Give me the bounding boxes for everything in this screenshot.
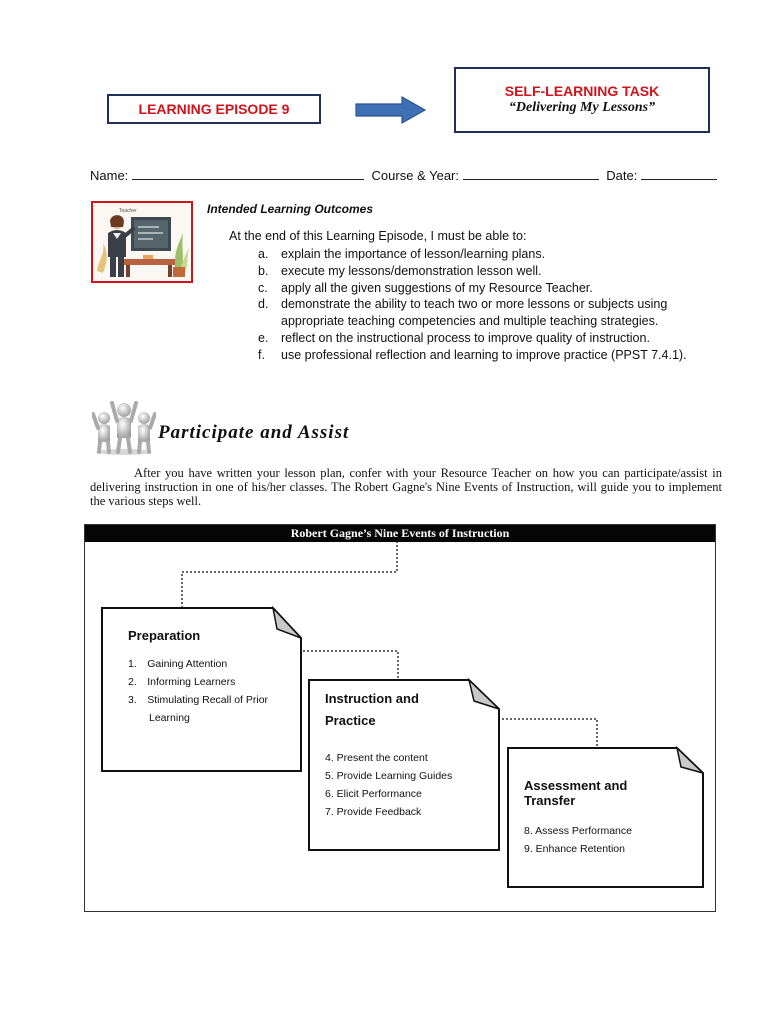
svg-text:Teacher: Teacher	[119, 208, 137, 214]
task-subtitle: “Delivering My Lessons”	[508, 100, 656, 115]
outcome-letter: b.	[258, 263, 269, 278]
date-field[interactable]	[641, 168, 717, 180]
outcome-letter: e.	[258, 330, 269, 345]
list-item: 5. Provide Learning Guides	[325, 770, 453, 782]
card-instruction-list	[325, 749, 452, 821]
card-title-line: Assessment and	[524, 778, 628, 793]
list-item: 7. Provide Feedback	[325, 806, 422, 818]
outcome-item	[258, 246, 718, 263]
outcome-item	[258, 263, 718, 280]
outcome-item	[258, 347, 718, 364]
self-learning-task-box	[454, 67, 710, 133]
outcome-letter: c.	[258, 280, 268, 295]
episode-label: LEARNING EPISODE 9	[138, 101, 290, 117]
card-title-line: Transfer	[524, 793, 576, 808]
participate-text: After you have written your lesson plan, confer with your Resource Teacher on how you can participate/assist in delivering instruction in one of his/her classes. The Robert Gagne's Nine Events of Instruction, will guide you to implement the various steps well.	[90, 466, 722, 508]
outcomes-title: Intended Learning Outcomes	[207, 202, 374, 216]
outcomes-intro: At the end of this Learning Episode, I must be able to:	[229, 229, 527, 243]
course-year-field[interactable]	[463, 168, 599, 180]
list-item: Learning	[128, 712, 190, 724]
teacher-illustration	[91, 201, 193, 283]
name-label: Name:	[90, 168, 129, 183]
outcome-item	[258, 296, 718, 330]
outcome-item	[258, 280, 718, 297]
arrow-right-icon	[355, 96, 427, 124]
outcome-text: execute my lessons/demonstration lesson well.	[281, 263, 542, 278]
participate-title: Participate and Assist	[158, 422, 350, 443]
outcome-text: apply all the given suggestions of my Resource Teacher.	[281, 280, 593, 295]
outcomes-list	[258, 246, 718, 364]
student-info-line	[90, 168, 730, 183]
card-title-line: Practice	[325, 713, 376, 728]
participate-paragraph	[90, 466, 722, 508]
list-item: 4. Present the content	[325, 752, 428, 764]
date-label: Date:	[606, 168, 638, 183]
list-item: 1. Gaining Attention	[128, 658, 228, 670]
diagram-header: Robert Gagne’s Nine Events of Instruction	[85, 525, 715, 542]
outcome-text: use professional reflection and learning to improve practice (PPST 7.4.1).	[281, 347, 687, 362]
card-assessment-title	[524, 778, 627, 808]
list-item: 9. Enhance Retention	[524, 843, 625, 855]
card-title-line: Preparation	[128, 628, 201, 643]
name-field[interactable]	[132, 168, 364, 180]
outcome-letter: f.	[258, 347, 265, 362]
list-item: 3. Stimulating Recall of Prior	[128, 694, 269, 706]
list-item: 8. Assess Performance	[524, 825, 632, 837]
card-instruction-title	[325, 688, 419, 732]
card-title-line: Instruction and	[325, 691, 419, 706]
outcome-text: demonstrate the ability to teach two or more lessons or subjects using appropriate teaching competencies and multiple teaching strategies.	[281, 297, 668, 329]
team-people-icon	[92, 398, 156, 456]
card-assessment-list	[524, 822, 632, 858]
outcome-letter: d.	[258, 297, 269, 312]
task-title: SELF-LEARNING TASK	[504, 83, 660, 99]
card-preparation-list	[128, 655, 268, 727]
outcome-letter: a.	[258, 247, 269, 261]
course-year-label: Course & Year:	[371, 168, 459, 183]
nine-events-diagram	[84, 524, 716, 912]
outcome-text: reflect on the instructional process to improve quality of instruction.	[281, 330, 650, 345]
card-preparation-title	[128, 625, 200, 647]
list-item: 6. Elicit Performance	[325, 788, 422, 800]
outcome-item	[258, 330, 718, 347]
list-item: 2. Informing Learners	[128, 676, 236, 688]
episode-label-box	[107, 94, 321, 124]
outcome-text: explain the importance of lesson/learning plans.	[281, 247, 546, 261]
